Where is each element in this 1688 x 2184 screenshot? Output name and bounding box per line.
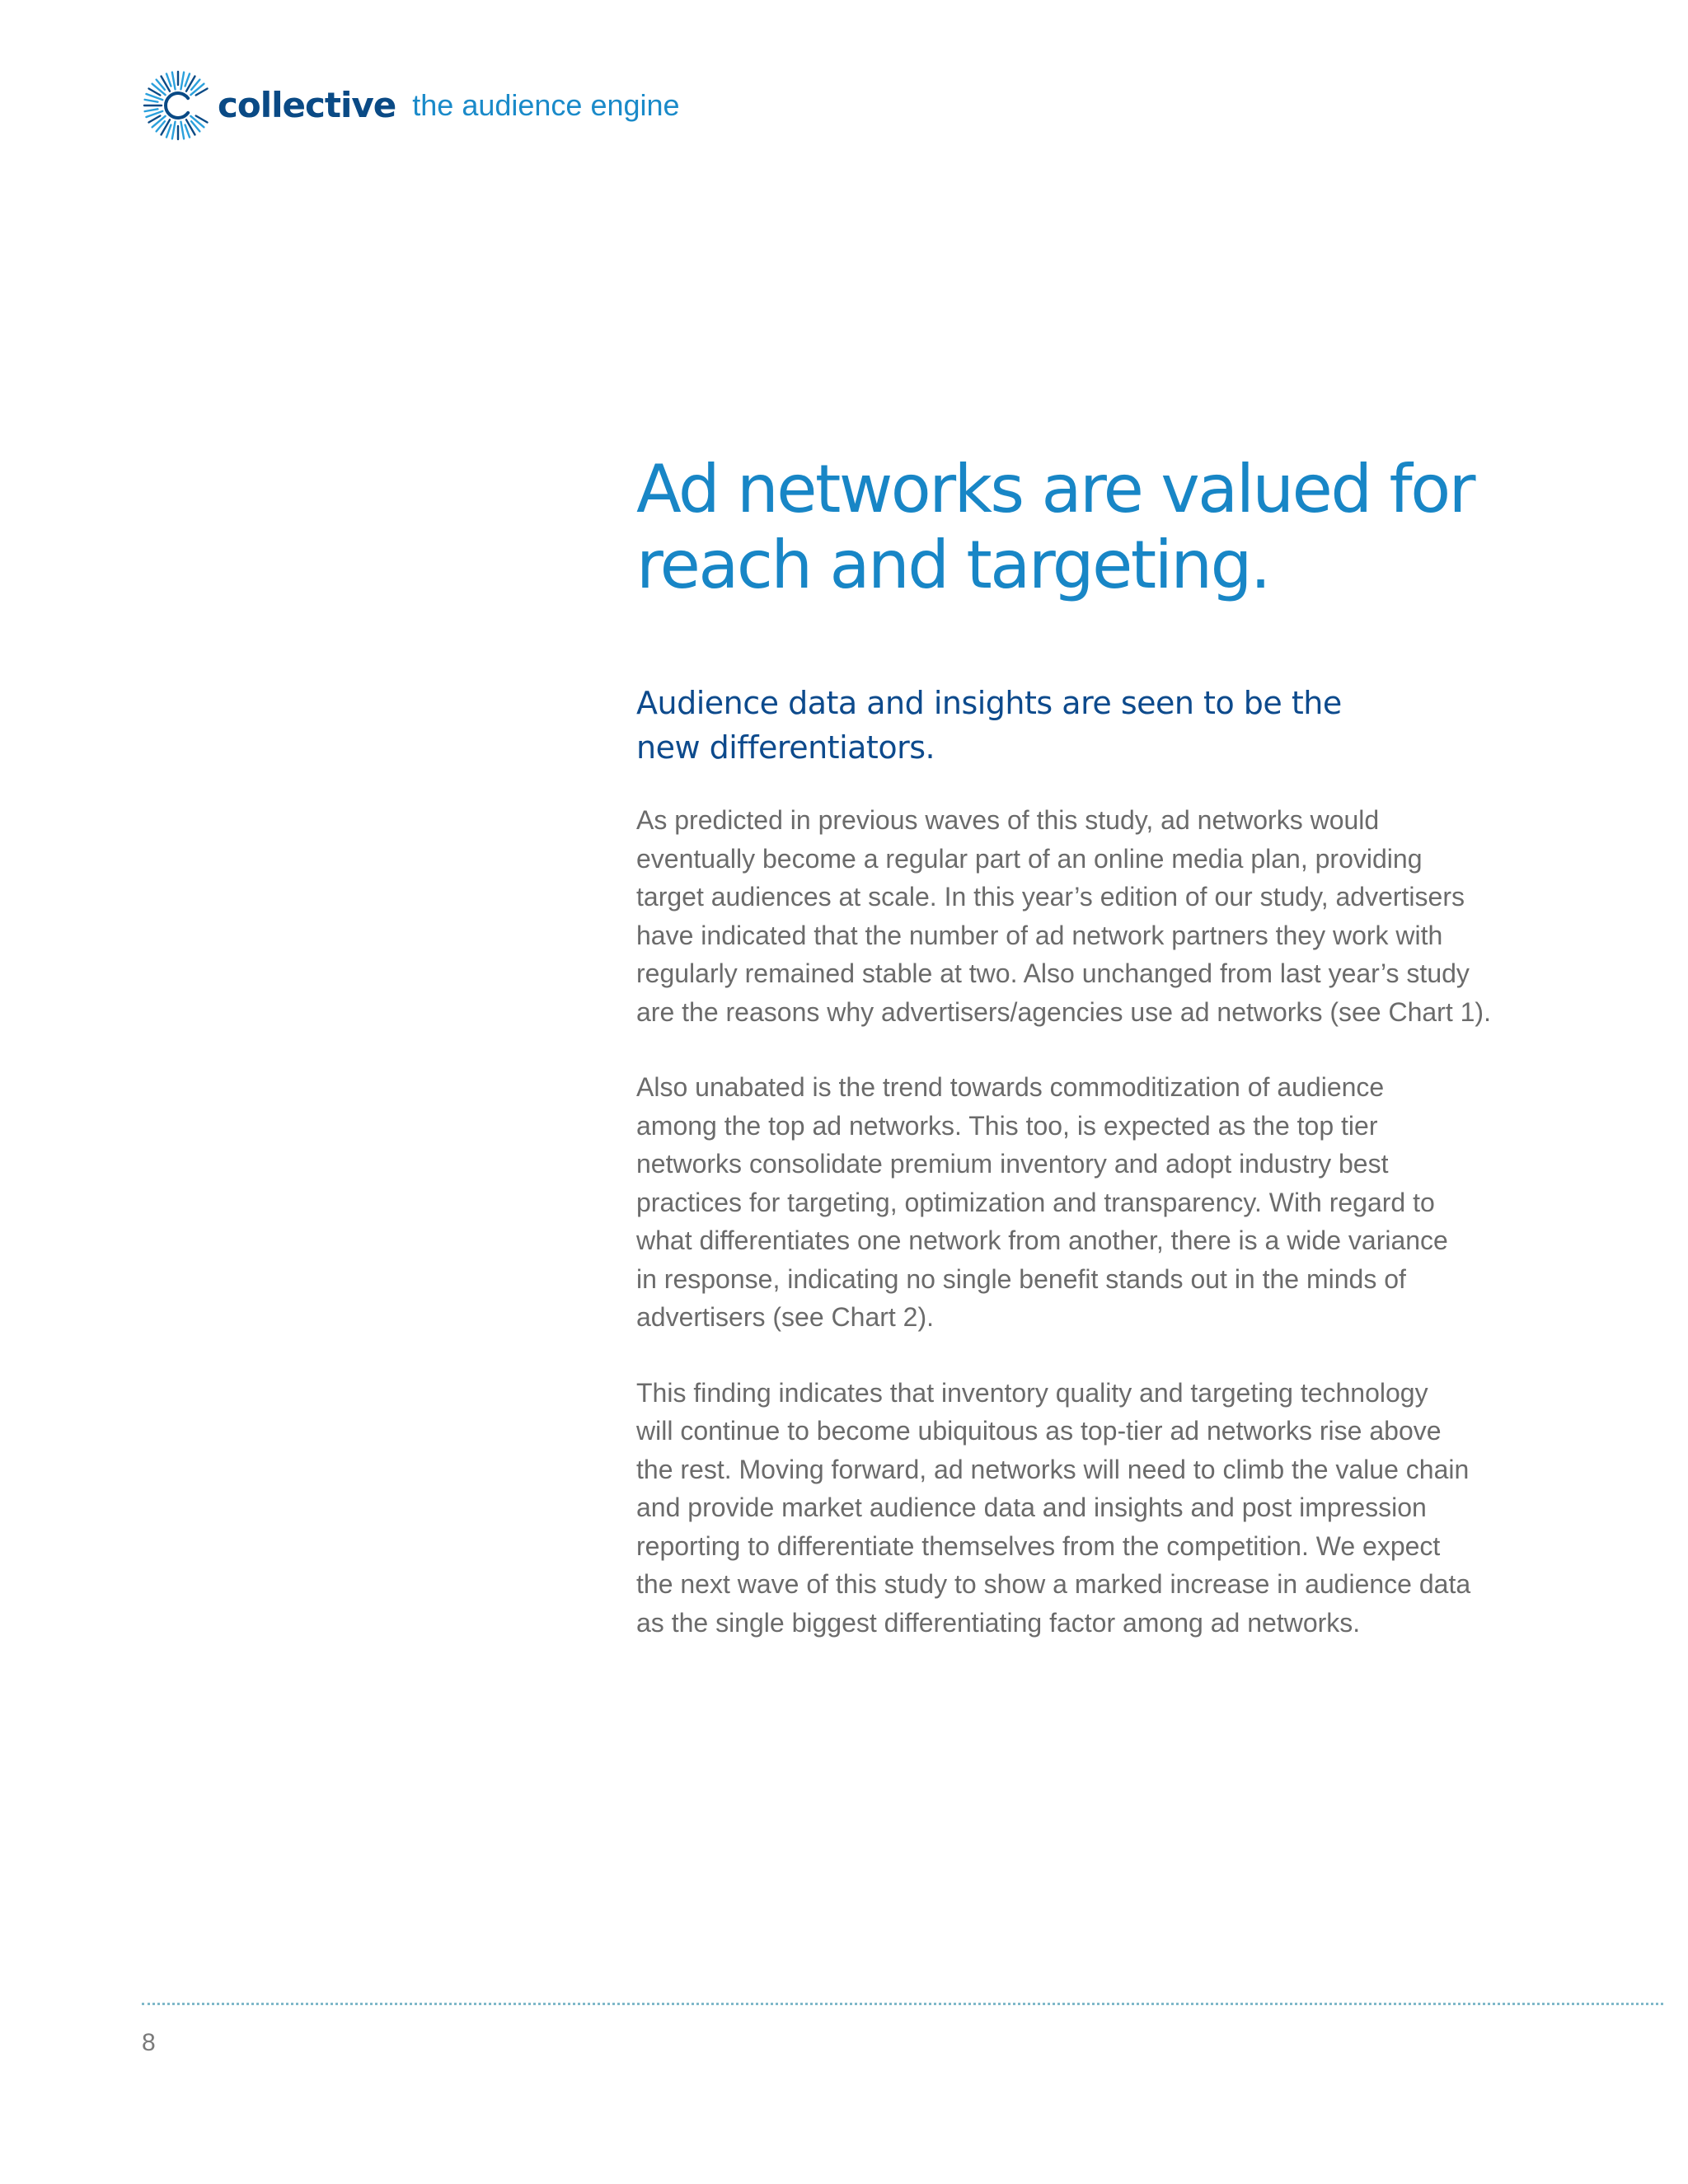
logo-ray	[185, 73, 190, 86]
article-body	[636, 452, 1551, 1642]
starburst-ring-icon	[142, 69, 214, 142]
logo-ray	[181, 73, 184, 90]
logo-ray	[172, 122, 176, 139]
paragraph-line: in response, indicating no single benefit stands out in the minds of	[636, 1263, 1406, 1294]
paragraph-line: the next wave of this study to show a marked increase in audience data	[636, 1569, 1471, 1599]
paragraph-2	[636, 1068, 1551, 1337]
paragraph-line: networks consolidate premium inventory and adopt industry best	[636, 1149, 1389, 1179]
paragraph-line: reporting to differentiate themselves from the competition. We expect	[636, 1530, 1441, 1561]
paragraph-line: have indicated that the number of ad network partners they work with	[636, 920, 1443, 950]
logo-ray	[181, 122, 184, 139]
paragraph-line: what differentiates one network from another, there is a wide variance	[636, 1226, 1448, 1255]
paragraph-line: Also unabated is the trend towards commoditization of audience	[636, 1072, 1385, 1102]
paragraph-line: practices for targeting, optimization and transparency. With regard to	[636, 1187, 1435, 1217]
paragraph-line: among the top ad networks. This too, is expected as the top tier	[636, 1110, 1378, 1141]
logo-inner-arc	[166, 93, 188, 118]
subtitle-line-2: new differentiators.	[636, 729, 935, 766]
paragraph-1	[636, 801, 1551, 1031]
logo-ray	[145, 109, 158, 111]
paragraph-line: As predicted in previous waves of this study, ad networks would	[636, 805, 1380, 835]
paragraph-line: as the single biggest differentiating factor among ad networks.	[636, 1607, 1361, 1638]
paragraph-line: advertisers (see Chart 2).	[636, 1302, 935, 1332]
logo-ray	[145, 100, 158, 102]
paragraph-line: eventually become a regular part of an online media plan, providing	[636, 843, 1423, 874]
paragraph-line: will continue to become ubiquitous as top-tier ad networks rise above	[636, 1416, 1442, 1446]
page-subtitle	[636, 681, 1551, 770]
logo-wordmark: collective	[218, 85, 396, 125]
header-logo	[142, 68, 680, 143]
paragraph-3	[636, 1374, 1551, 1643]
paragraph-line: target audiences at scale. In this year’s edition of our study, advertisers	[636, 882, 1465, 912]
footer-divider	[142, 2003, 1663, 2005]
logo-ray	[166, 124, 171, 137]
logo-tagline: the audience engine	[412, 88, 680, 122]
subtitle-line-1: Audience data and insights are seen to be the	[636, 685, 1342, 721]
paragraph-line: the rest. Moving forward, ad networks will need to climb the value chain	[636, 1454, 1470, 1484]
title-line-1: Ad networks are valued for	[636, 451, 1475, 527]
logo-ray	[172, 73, 176, 90]
paragraph-line: are the reasons why advertisers/agencies use ad networks (see Chart 1).	[636, 996, 1491, 1027]
paragraph-line: and provide market audience data and insights and post impression	[636, 1493, 1427, 1522]
paragraph-line: This finding indicates that inventory quality and targeting technology	[636, 1377, 1428, 1408]
paragraph-line: regularly remained stable at two. Also unchanged from last year’s study	[636, 958, 1470, 988]
page-title	[636, 452, 1551, 603]
logo-ray	[185, 124, 190, 137]
logo-ray	[166, 73, 171, 86]
page-number: 8	[142, 2029, 156, 2056]
title-line-2: reach and targeting.	[636, 527, 1269, 603]
